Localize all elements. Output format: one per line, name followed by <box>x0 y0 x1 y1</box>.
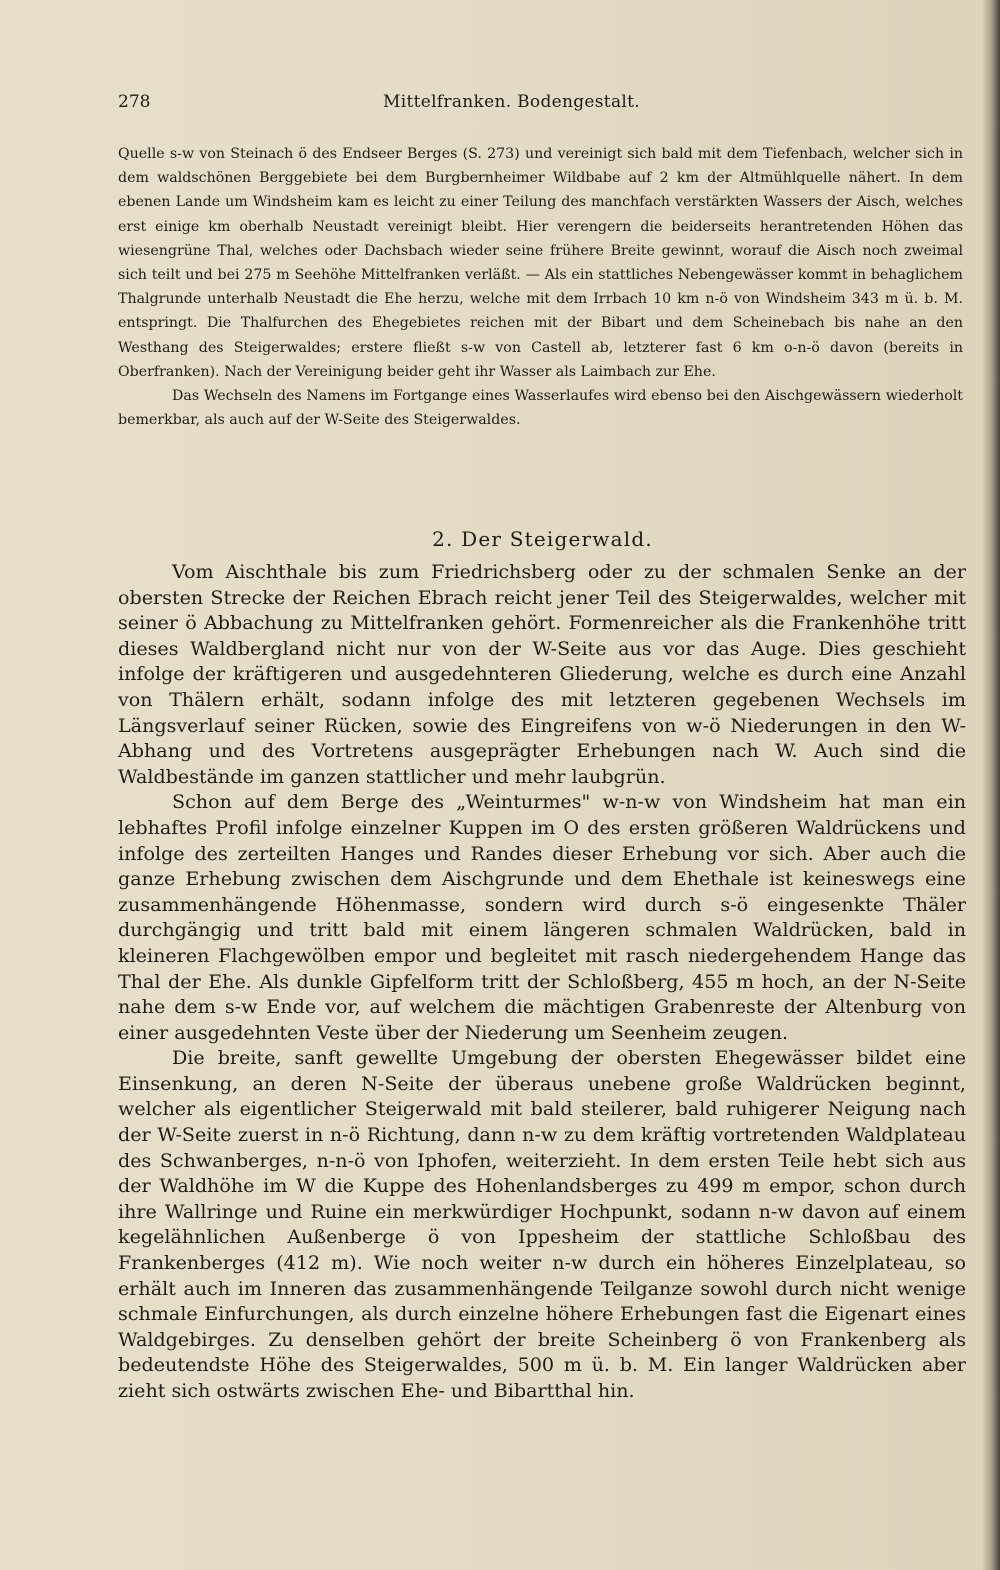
page-header <box>118 92 938 122</box>
small-print-paragraph: Quelle s-w von Steinach ö des Endseer Berges (S. 273) und vereinigt sich bald mit dem Tiefenbach, welcher sich in dem waldschönen Berggebiete bei dem Burgbernheimer Wildbabe auf 2 km der Altmühlquelle nähert. In dem ebenen Lande um Windsheim kam es leicht zu einer Teilung des manchfach verstärkten Wassers der Aisch, welches erst einige km oberhalb Neustadt vereinigt bleibt. Hier verengern die beiderseits herantretenden Höhen das wiesengrüne Thal, welches oder Dachsbach wieder seine frühere Breite gewinnt, worauf die Aisch noch zweimal sich teilt und bei 275 m Seehöhe Mittelfranken verläßt. — Als ein stattliches Nebengewässer kommt in behaglichem Thalgrunde unterhalb Neustadt die Ehe herzu, welche mit dem Irrbach 10 km n-ö von Windsheim 343 m ü. b. M. entspringt. Die Thalfurchen des Ehegebietes reichen mit der Bibart und dem Scheinebach bis nahe an den Westhang des Steigerwaldes; erstere fließt s-w von Castell ab, letzterer fast 6 km o-n-ö davon (bereits in Oberfranken). Nach der Vereinigung beider geht ihr Wasser als Laimbach zur Ehe. <box>118 146 963 380</box>
page-edge-shadow <box>982 0 1000 1570</box>
body-paragraph: Vom Aischthale bis zum Friedrichsberg oder zu der schmalen Senke an der obersten Strecke der Reichen Ebrach reicht jener Teil des Steigerwaldes, welcher mit seiner ö Abbachung zu Mittelfranken gehört. Formenreicher als die Frankenhöhe tritt dieses Waldbergland nicht nur von der W-Seite aus vor das Auge. Dies geschieht infolge der kräftigeren und ausgedehnteren Gliederung, welche es durch eine Anzahl von Thälern erhält, sodann infolge des mit letzteren gegebenen Wechsels im Längsverlauf seiner Rücken, sowie des Eingreifens von w-ö Niederungen in den W-Abhang und des Vortretens ausgeprägter Erhebungen nach W. Auch sind die Waldbestände im ganzen stattlicher und mehr laubgrün. <box>118 560 966 788</box>
running-title: Mittelfranken. Bodengestalt. <box>383 92 640 112</box>
main-text-block <box>118 559 966 1404</box>
body-paragraph: Die breite, sanft gewellte Umgebung der obersten Ehegewässer bildet eine Einsenkung, an deren N-Seite der überaus unebene große Waldrücken beginnt, welcher als eigentlicher Steigerwald mit bald steilerer, bald ruhigerer Neigung nach der W-Seite zuerst in n-ö Richtung, dann n-w zu dem kräftig vortretenden Waldplateau des Schwanberges, n-n-ö von Iphofen, weiterzieht. In dem ersten Teile hebt sich aus der Waldhöhe im W die Kuppe des Hohenlandsberges zu 499 m empor, schon durch ihre Wallringe und Ruine ein merkwürdiger Hochpunkt, sodann n-w davon auf einem kegelähnlichen Außenberge ö von Ippesheim der stattliche Schloßbau des Frankenberges (412 m). Wie noch weiter n-w durch ein höheres Einzelplateau, so erhält auch im Inneren das zusammenhängende Teilganze sowohl durch nicht wenige schmale Einfurchungen, als durch einzelne höhere Erhebungen fast die Eigenart eines Waldgebirges. Zu denselben gehört der breite Scheinberg ö von Frankenberg als bedeutendste Höhe des Steigerwaldes, 500 m ü. b. M. Ein langer Waldrücken aber zieht sich ostwärts zwischen Ehe- und Bibartthal hin. <box>118 1046 966 1402</box>
section-heading: 2. Der Steigerwald. <box>432 527 653 551</box>
small-print-block <box>118 142 963 432</box>
page-number: 278 <box>118 92 151 112</box>
small-print-paragraph: Das Wechseln des Namens im Fortgange eines Wasserlaufes wird ebenso bei den Aischgewässern wiederholt bemerkbar, als auch auf der W-Seite des Steigerwaldes. <box>118 388 963 429</box>
body-paragraph: Schon auf dem Berge des „Weinturmes" w-n-w von Windsheim hat man ein lebhaftes Profil infolge einzelner Kuppen im O des ersten größeren Waldrückens und infolge des zerteilten Hanges und Randes dieser Erhebung vor sich. Aber auch die ganze Erhebung zwischen dem Aischgrunde und dem Ehethale ist keineswegs eine zusammenhängende Höhenmasse, sondern wird durch s-ö eingesenkte Thäler durchgängig und tritt bald mit einem längeren schmalen Waldrücken, bald in kleineren Flachgewölben empor und begleitet mit rasch niedergehendem Hange das Thal der Ehe. Als dunkle Gipfelform tritt der Schloßberg, 455 m hoch, an der N-Seite nahe dem s-w Ende vor, auf welchem die mächtigen Grabenreste der Altenburg von einer ausgedehnten Veste über der Niederung um Seenheim zeugen. <box>118 790 966 1044</box>
